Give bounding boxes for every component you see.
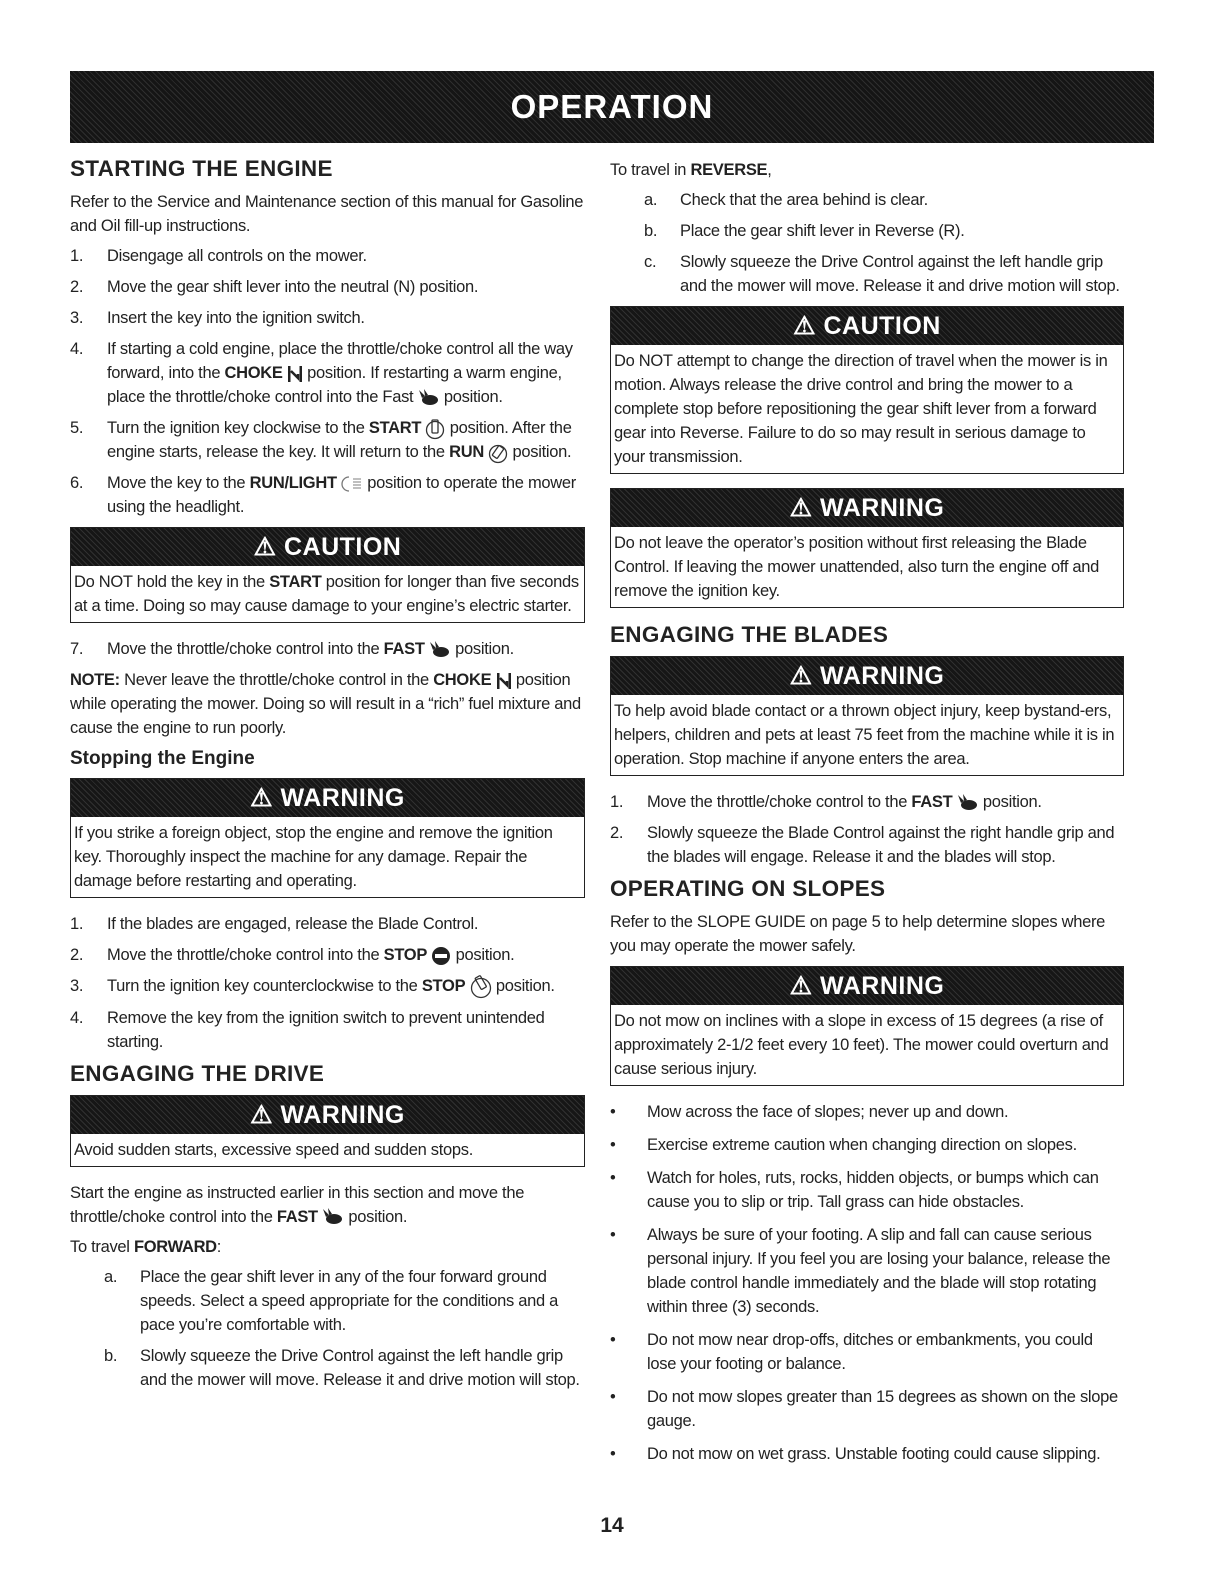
key-run-icon <box>488 442 508 464</box>
warning-box: ⚠ WARNING If you strike a foreign object, stop the engine and remove the ignition key. Thoroughly inspect the machine for any damage. Repair the damage before restarting and operating. <box>70 778 585 898</box>
list-item: • Watch for holes, ruts, rocks, hidden objects, or bumps which can cause you to slip or trip. Tall grass can hide obstacles. <box>610 1169 1099 1211</box>
heading-starting-engine: STARTING THE ENGINE <box>70 156 333 181</box>
note-paragraph: NOTE: Never leave the throttle/choke control in the CHOKE position while operating the mower. Doing so will result in a “rich” fuel mixture and cause the engine to run poorly. <box>70 671 581 737</box>
starting-intro: Refer to the Service and Maintenance section of this manual for Gasoline and Oil fill-up instructions. <box>70 193 584 235</box>
caution-box: ⚠ CAUTION Do NOT attempt to change the direction of travel when the mower is in motion. Always release the drive control and bring the mower to a complete stop before repositioning the gear shift lever from a forward gear into Reverse. Failure to do so may result in serious damage to your transmission. <box>610 306 1124 474</box>
list-item: 3. Turn the ignition key counterclockwise to the STOP position. <box>70 974 585 999</box>
list-item: a. Check that the area behind is clear. <box>644 191 928 209</box>
list-item: • Do not mow on wet grass. Unstable footing could cause slipping. <box>610 1445 1101 1463</box>
warning-title: ⚠ WARNING <box>250 784 405 812</box>
rabbit-fast-icon <box>429 641 451 659</box>
list-item: 1. If the blades are engaged, release the Blade Control. <box>70 915 479 933</box>
list-item: 7. Move the throttle/choke control into the FAST position. <box>70 640 514 658</box>
section-banner <box>70 71 1154 143</box>
heading-engaging-blades: ENGAGING THE BLADES <box>610 622 889 647</box>
page-number: 14 <box>600 1514 624 1537</box>
list-item: 1. Move the throttle/choke control to the FAST position. <box>610 793 1042 811</box>
warning-box: ⚠ WARNING Avoid sudden starts, excessive speed and sudden stops. <box>70 1095 585 1167</box>
list-item: 3. Insert the key into the ignition switch. <box>70 309 365 327</box>
list-item: • Mow across the face of slopes; never up and down. <box>610 1103 1009 1121</box>
list-item: a. Place the gear shift lever in any of the four forward ground speeds. Select a speed appropriate for the conditions and a pace you’re comfortable with. <box>104 1267 559 1334</box>
warning-box: ⚠ WARNING Do not leave the operator’s position without first releasing the Blade Control. If leaving the mower unattended, also turn the engine off and remove the ignition key. <box>610 488 1124 608</box>
choke-icon <box>287 365 303 383</box>
warning-box: ⚠ WARNING Do not mow on inclines with a slope in excess of 15 degrees (a rise of approximately 2-1/2 feet every 10 feet). The mower could overturn and cause serious injury. <box>610 966 1124 1086</box>
drive-intro: Start the engine as instructed earlier in this section and move the throttle/choke control into the FAST position. <box>70 1183 525 1226</box>
rabbit-fast-icon <box>322 1208 344 1226</box>
warning-title: ⚠ WARNING <box>789 662 945 690</box>
list-item: • Do not mow slopes greater than 15 degrees as shown on the slope gauge. <box>610 1388 1118 1430</box>
slopes-intro: Refer to the SLOPE GUIDE on page 5 to help determine slopes where you may operate the mower safely. <box>610 913 1106 955</box>
warning-title: ⚠ WARNING <box>250 1100 405 1129</box>
list-item: 2. Move the throttle/choke control into the STOP position. <box>70 946 515 964</box>
stop-sign-icon <box>431 946 451 966</box>
list-item: • Exercise extreme caution when changing direction on slopes. <box>610 1136 1077 1154</box>
key-start-icon <box>425 418 445 440</box>
list-item: 4. Remove the key from the ignition switch to prevent unintended starting. <box>70 1008 545 1051</box>
forward-lead: To travel FORWARD: <box>70 1237 222 1256</box>
warning-box: ⚠ WARNING To help avoid blade contact or a thrown object injury, keep bystand-ers, helpers, children and pets at least 75 feet from the machine while it is in operation. Stop machine if anyone enters the area. <box>610 656 1124 776</box>
caution-title: ⚠ CAUTION <box>793 312 941 340</box>
banner-title: OPERATION <box>510 88 714 125</box>
choke-icon <box>496 672 512 690</box>
caution-box: ⚠ CAUTION Do NOT hold the key in the START position for longer than five seconds at a time. Doing so may cause damage to your engine’s electric starter. <box>70 527 585 623</box>
list-item: • Do not mow near drop-offs, ditches or embankments, you could lose your footing or balance. <box>610 1331 1093 1373</box>
list-item: c. Slowly squeeze the Drive Control against the left handle grip and the mower will move. Release it and drive motion will stop. <box>644 253 1120 295</box>
list-item: 5. Turn the ignition key clockwise to the START position. After the engine starts, release the key. It will return to the RUN position. <box>70 416 585 464</box>
heading-stopping-engine: Stopping the Engine <box>70 748 255 769</box>
list-item: 2. Slowly squeeze the Blade Control against the right handle grip and the blades will engage. Release it and the blades will stop. <box>610 824 1115 866</box>
warning-title: ⚠ WARNING <box>789 494 945 522</box>
caution-title: ⚠ CAUTION <box>253 533 402 561</box>
heading-operating-slopes: OPERATING ON SLOPES <box>610 876 886 901</box>
warning-title: ⚠ WARNING <box>789 972 945 1000</box>
list-item: b. Place the gear shift lever in Reverse (R). <box>644 222 965 240</box>
rabbit-fast-icon <box>957 794 979 812</box>
rabbit-fast-icon <box>418 389 440 407</box>
list-item: 2. Move the gear shift lever into the neutral (N) position. <box>70 278 479 296</box>
heading-engaging-drive: ENGAGING THE DRIVE <box>70 1060 325 1086</box>
reverse-lead: To travel in REVERSE, <box>610 161 772 179</box>
right-column <box>610 158 1124 1475</box>
list-item: 6. Move the key to the RUN/LIGHT position to operate the mower using the headlight. <box>70 474 576 516</box>
list-item: b. Slowly squeeze the Drive Control against the left handle grip and the mower will move. Release it and drive motion will stop. <box>104 1346 580 1389</box>
list-item: • Always be sure of your footing. A slip and fall can cause serious personal injury. If you feel you are losing your balance, release the blade control handle immediately and the blade will stop rotating within three (3) seconds. <box>610 1226 1111 1316</box>
headlight-icon <box>341 475 363 493</box>
list-item: 4. If starting a cold engine, place the throttle/choke control all the way forward, into the CHOKE position. If restarting a warm engine, place the throttle/choke control into the Fast position. <box>70 340 573 406</box>
list-item: 1. Disengage all controls on the mower. <box>70 247 367 265</box>
key-stop-icon <box>470 975 492 999</box>
left-column <box>70 156 585 1399</box>
